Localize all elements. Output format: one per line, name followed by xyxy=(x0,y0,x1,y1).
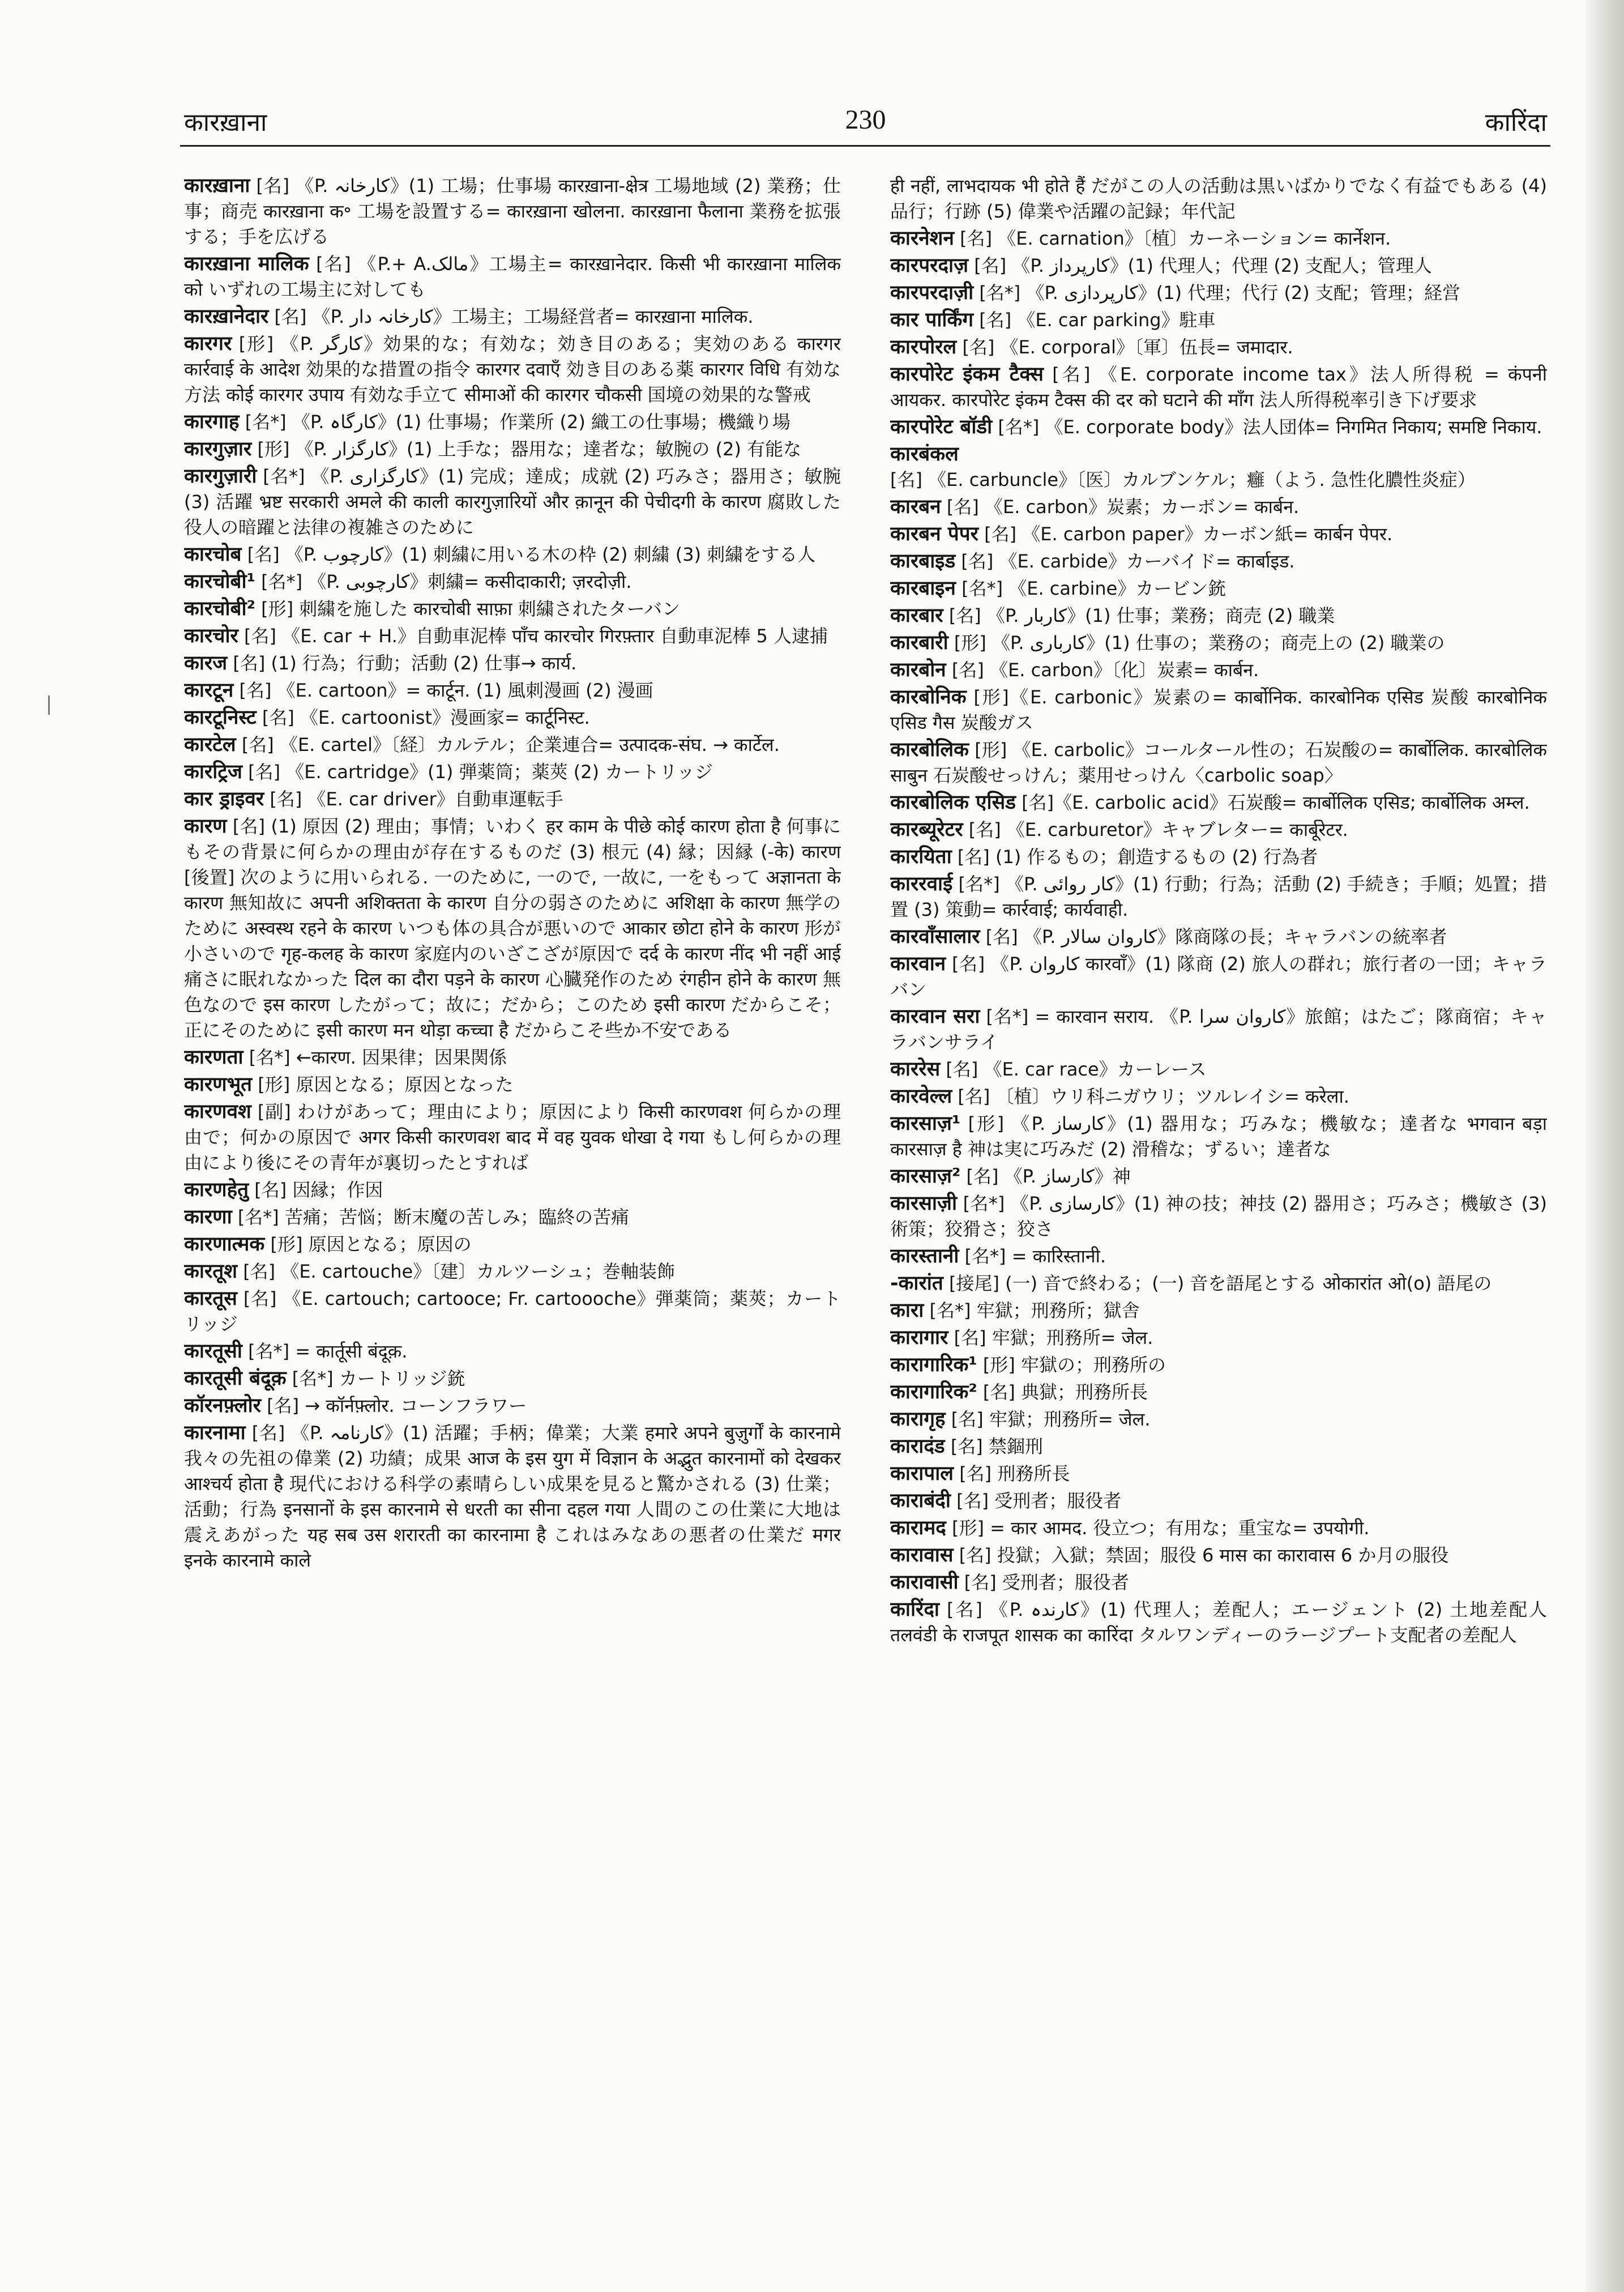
entry-headword: कारख़ानेदार xyxy=(184,305,269,328)
entry-headword: कारणहेतु xyxy=(184,1179,249,1201)
header-left-guide-word: कारख़ाना xyxy=(184,108,267,137)
dictionary-entry xyxy=(184,705,841,731)
entry-definition: [名] 牢獄；刑務所= जेल. xyxy=(945,1409,1151,1430)
entry-headword: कारवाँसालार xyxy=(890,925,980,948)
entry-headword: कारागारिक² xyxy=(890,1381,977,1403)
dictionary-entry xyxy=(890,844,1547,870)
entry-definition: [名*] 《E. carbine》カービン銃 xyxy=(955,578,1226,599)
dictionary-entry xyxy=(184,1420,841,1573)
entry-definition: [名] 《P. کاربار》(1) 仕事；業務；商売 (2) 職業 xyxy=(943,605,1335,626)
entry-definition: [名] 《E. carburetor》キャブレター= कार्बूरेटर. xyxy=(963,819,1348,840)
entry-definition: [名*] 苦痛；苦悩；断末魔の苦しみ；臨終の苦痛 xyxy=(232,1206,629,1228)
entry-headword: काराबंदी xyxy=(890,1489,951,1512)
entry-definition: [名] (1) 行為；行動；活動 (2) 仕事→ कार्य. xyxy=(227,652,577,674)
dictionary-entry xyxy=(184,596,841,622)
entry-headword: कारबारी xyxy=(890,631,948,654)
entry-definition: [名]《E. carbolic acid》石炭酸= कार्बोलिक एसिड; कार्बोलिक अम्ल. xyxy=(1015,792,1530,813)
entry-headword: कारचोबी² xyxy=(184,597,255,620)
header-right-guide-word: कारिंदा xyxy=(1485,108,1547,137)
entry-headword: कारसाज़ी xyxy=(890,1192,958,1215)
entry-headword: कारट्रिज xyxy=(184,761,242,783)
page-header xyxy=(184,100,1547,139)
entry-headword: कारबंकल xyxy=(890,443,959,466)
dictionary-entry xyxy=(184,759,841,785)
entry-headword: कारणता xyxy=(184,1046,243,1069)
entry-headword: कारगुज़ारी xyxy=(184,465,257,488)
entry-headword: कारावास xyxy=(890,1544,954,1567)
dictionary-entry xyxy=(184,1366,841,1392)
entry-headword: कारवान xyxy=(890,953,946,975)
entry-definition: [名] 《E. cartoon》= कार्टून. (1) 風刺漫画 (2) 漫画 xyxy=(233,680,653,701)
entry-headword: कारज xyxy=(184,652,228,675)
entry-headword: कारसाज़² xyxy=(890,1165,961,1188)
entry-definition: [形] 《P. کارگزار》(1) 上手な；器用な；達者な；敏腕の (2) 有能な xyxy=(251,438,802,460)
entry-definition: [名] 因縁；作因 xyxy=(249,1179,383,1201)
dictionary-entry xyxy=(184,1339,841,1364)
entry-definition: [名] 《E. car driver》自動車運転手 xyxy=(264,788,563,810)
dictionary-entry xyxy=(890,253,1547,279)
dictionary-entry xyxy=(890,280,1547,306)
dictionary-entry xyxy=(890,308,1547,333)
entry-definition: [名] 《E. carbide》カーバイド= कार्बाइड. xyxy=(955,550,1295,572)
margin-mark xyxy=(48,695,50,715)
dictionary-entry xyxy=(890,226,1547,251)
dictionary-entry xyxy=(184,1259,841,1284)
entry-headword: कारबन पेपर xyxy=(890,523,978,545)
page-edge-shadow xyxy=(1585,0,1624,2292)
dictionary-entry xyxy=(184,1232,841,1257)
dictionary-entry xyxy=(184,304,841,330)
dictionary-entry xyxy=(890,494,1547,520)
dictionary-entry xyxy=(890,924,1547,950)
dictionary-entry xyxy=(184,814,841,1043)
entry-definition: [名] 典獄；刑務所長 xyxy=(977,1381,1148,1403)
entry-headword: -कारांत xyxy=(890,1272,943,1295)
entry-headword: कारटूनिस्ट xyxy=(184,706,257,729)
entry-headword: कारवान सरा xyxy=(890,1005,980,1028)
dictionary-entry xyxy=(890,790,1547,816)
dictionary-entry xyxy=(890,1325,1547,1351)
dictionary-entry xyxy=(890,685,1547,736)
dictionary-entry xyxy=(890,1271,1547,1296)
entry-definition: [名] 《P.+ A.مالک》工場主= कारख़ानेदार. किसी भी कारख़ाना मालिक को いずれの工場主に対しても xyxy=(184,253,841,300)
dictionary-entry xyxy=(890,173,1547,224)
entry-definition: [名*] 《P. کارگزاری》(1) 完成；達成；成就 (2) 巧みさ；器用さ；敏腕 (3) 活躍 भ्रष्ट सरकारी अमले की काली कारगुज़ारियों और क़ानून की पेचीदगी के कारण 腐敗した役人の暗躍と法律の複雑さのために xyxy=(184,466,841,538)
entry-definition: [名*] 《E. corporate body》法人団体= निगमित निकाय; समष्टि निकाय. xyxy=(992,416,1542,438)
dictionary-entry xyxy=(890,1488,1547,1514)
dictionary-entry xyxy=(890,415,1547,440)
entry-definition: [名] 《P. کارخانہ دار》工場主；工場経営者= कारख़ाना मालिक. xyxy=(268,306,754,327)
dictionary-entry xyxy=(184,1393,841,1419)
entry-headword: कारचोबी¹ xyxy=(184,570,255,593)
entry-headword: कारबोनिक xyxy=(890,686,967,708)
entry-definition: [名] 《E. carnation》〔植〕カーネーション= कार्नेशन. xyxy=(954,228,1391,249)
dictionary-entry xyxy=(184,542,841,567)
dictionary-entry xyxy=(890,1461,1547,1487)
entry-definition: [名] 《P. کارچوب》(1) 刺繍に用いる木の枠 (2) 刺繍 (3) 刺繍をする人 xyxy=(241,544,816,565)
entry-headword: कारख़ाना xyxy=(184,174,250,197)
entry-headword: कारटून xyxy=(184,679,234,702)
entry-definition: [名] 《P. کاروان سالار》隊商隊の長；キャラバンの統率者 xyxy=(980,926,1447,947)
entry-headword: काररवाई xyxy=(890,873,953,895)
dictionary-entry xyxy=(890,1380,1547,1405)
dictionary-entry xyxy=(184,437,841,462)
entry-definition: [名] 《E. corporate income tax》法人所得税 = कंपनी आयकर. कारपोरेट इंकम टैक्स की दर को घटाने की माँग 法人所得税率引き下げ要求 xyxy=(890,364,1547,411)
entry-definition: [名] 《P. کارپرداز》(1) 代理人；代理 (2) 支配人；管理人 xyxy=(968,255,1432,276)
entry-headword: कारगुज़ार xyxy=(184,438,252,460)
entry-headword: कारबोलिक एसिड xyxy=(890,791,1016,814)
entry-definition: [名] (1) 作るもの；創造するもの (2) 行為者 xyxy=(951,846,1318,868)
entry-headword: कारबन xyxy=(890,496,941,518)
entry-definition: [名] 《E. car parking》駐車 xyxy=(973,309,1216,331)
entry-headword: कारापाल xyxy=(890,1462,954,1485)
entry-definition: [名] 《E. cartridge》(1) 弾薬筒；薬莢 (2) カートリッジ xyxy=(242,761,713,783)
entry-definition: [名*] ←कारण. 因果律；因果関係 xyxy=(243,1047,507,1068)
dictionary-entry xyxy=(890,1004,1547,1055)
entry-definition: [名] 《P. کاروان कारवाँ》(1) 隊商 (2) 旅人の群れ；旅行者の一団；キャラバン xyxy=(890,953,1547,1000)
dictionary-entry xyxy=(890,737,1547,788)
entry-headword: कारटेल xyxy=(184,733,236,756)
dictionary-entry xyxy=(184,569,841,595)
dictionary-entry xyxy=(890,335,1547,360)
header-rule xyxy=(180,145,1550,147)
entry-headword: कारागृह xyxy=(890,1408,946,1431)
dictionary-entry xyxy=(184,1286,841,1337)
dictionary-entry xyxy=(890,872,1547,923)
dictionary-entry xyxy=(184,331,841,408)
left-column xyxy=(184,173,841,2263)
dictionary-entry xyxy=(890,576,1547,601)
entry-definition: [名] 牢獄；刑務所= जेल. xyxy=(948,1327,1153,1348)
dictionary-entry xyxy=(890,1407,1547,1432)
dictionary-entry xyxy=(890,362,1547,413)
dictionary-entry xyxy=(184,464,841,540)
entry-headword: कारनामा xyxy=(184,1422,246,1444)
entry-definition: [形] = कार आमद. 役立つ；有用な；重宝な= उपयोगी. xyxy=(946,1517,1370,1539)
entry-headword: कारतूश xyxy=(184,1260,238,1283)
dictionary-entry xyxy=(890,603,1547,629)
entry-definition: [名] 投獄；入獄；禁固；服役 6 मास का कारावास 6 か月の服役 xyxy=(953,1544,1449,1566)
entry-headword: कारब्यूरेटर xyxy=(890,818,963,841)
entry-headword: कारख़ाना मालिक xyxy=(184,253,309,275)
entry-definition: [名] 《E. carbon》〔化〕炭素= कार्बन. xyxy=(946,659,1259,681)
dictionary-entry xyxy=(184,787,841,812)
dictionary-entry xyxy=(184,1177,841,1203)
entry-definition: [形] 《P. کارگر》効果的な；有効な；効き目のある；実効のある कारगर कार्रवाई के आदेश 効果的な措置の指令 कारगर दवाएँ 効き目のある薬 कारगर विधि 有効な方法 कोई कारगर उपाय 有効な手立て सीमाओं की कारगर चौकसी 国境の効果的な警戒 xyxy=(184,333,841,406)
entry-headword: कारण xyxy=(184,815,227,838)
dictionary-entry xyxy=(184,251,841,302)
entry-headword: कारयिता xyxy=(890,846,952,868)
entry-definition: [名] 《E. car race》カーレース xyxy=(940,1058,1207,1080)
dictionary-entry xyxy=(890,1084,1547,1109)
entry-headword: कारवेल्ल xyxy=(890,1085,952,1108)
dictionary-entry xyxy=(184,1045,841,1070)
entry-headword: कारबार xyxy=(890,604,943,627)
dictionary-entry xyxy=(184,1205,841,1230)
entry-headword: कारावासी xyxy=(890,1571,959,1594)
entry-definition: [名*] 《P. کار روائی》(1) 行動；行為；活動 (2) 手続き；手順；処置；措置 (3) 策動= कार्रवाई; कार्यवाही. xyxy=(890,873,1547,920)
entry-headword: कारगर xyxy=(184,332,232,355)
entry-headword: कारगाह xyxy=(184,411,240,433)
entry-definition: [名*] カートリッジ銃 xyxy=(286,1368,465,1389)
dictionary-entry xyxy=(890,1434,1547,1459)
entry-definition: [名*] 牢獄；刑務所；獄舎 xyxy=(924,1300,1140,1321)
dictionary-entry xyxy=(890,1111,1547,1162)
dictionary-entry xyxy=(890,1543,1547,1568)
dictionary-entry xyxy=(890,951,1547,1002)
entry-definition: [形] 《P. کارساز》(1) 器用な；巧みな；機敏な；達者な भगवान बड़ा कारसाज़ है 神は実に巧みだ (2) 滑稽な；ずるい；達者な xyxy=(890,1113,1547,1160)
entry-definition: [形] 《E. carbolic》コールタール性の；石炭酸の= कार्बोलिक. कारबोलिक साबुन 石炭酸せっけん；薬用せっけん〈carbolic soap〉 xyxy=(890,739,1547,786)
entry-headword: कारसाज़¹ xyxy=(890,1112,961,1135)
entry-headword: कारबोलिक xyxy=(890,739,969,761)
entry-definition: [形] 刺繍を施した कारचोबी साफ़ा 刺繍されたターバン xyxy=(255,598,681,620)
entry-headword: कारादंड xyxy=(890,1435,945,1458)
entry-headword: कारबोन xyxy=(890,659,946,681)
entry-definition: [名*] 《P. کارپردازی》(1) 代理；代行 (2) 支配；管理；経営 xyxy=(973,282,1460,304)
dictionary-entry xyxy=(890,1570,1547,1595)
entry-definition: [副] わけがあって；理由により；原因により किसी कारणवश 何らかの理由で；何かの原因で अगर किसी कारणवश बाद में वह युवक धोखा दे गया もし何らかの理由により後にその青年が裏切ったとすれば xyxy=(184,1101,841,1173)
entry-definition: [接尾] (一) 音で終わる；(一) 音を語尾とする ओकारांत ओ(o) 語尾の xyxy=(943,1273,1492,1294)
entry-headword: कारबाइन xyxy=(890,577,956,600)
entry-headword: कारपोरल xyxy=(890,336,957,358)
entry-headword: कारागार xyxy=(890,1326,948,1349)
dictionary-entry xyxy=(184,624,841,649)
right-column xyxy=(890,173,1547,2144)
entry-headword: कारागारिक¹ xyxy=(890,1354,977,1376)
dictionary-entry xyxy=(890,1516,1547,1541)
entry-headword: कार ड्राइवर xyxy=(184,788,264,810)
entry-headword: कारामद xyxy=(890,1517,946,1539)
entry-headword: कारणा xyxy=(184,1206,232,1228)
entry-definition: [名] 《E. carbon paper》カーボン紙= कार्बन पेपर. xyxy=(978,523,1393,545)
entry-headword: कारबाइड xyxy=(890,550,956,573)
dictionary-entry xyxy=(890,817,1547,843)
entry-definition: [名] 《P. کارندہ》(1) 代理人；差配人；エージェント (2) 土地差配人 तलवंडी के राजपूत शासक का कारिंदा タルワンディーのラージプート支配者の差配人 xyxy=(890,1599,1547,1646)
dictionary-entry xyxy=(890,1597,1547,1648)
entry-definition: [名] 《E. cartoonist》漫画家= कार्टूनिस्ट. xyxy=(256,707,590,728)
entry-definition: [形] 原因となる；原因の xyxy=(264,1234,472,1255)
dictionary-entry xyxy=(890,522,1547,547)
entry-definition: [名] 《E. cartel》〔経〕カルテル；企業連合= उत्पादक-संघ. → कार्टेल. xyxy=(236,734,780,756)
entry-headword: कारपोरेट बॉडी xyxy=(890,416,993,438)
entry-headword: कारपोरेट इंकम टैक्स xyxy=(890,363,1044,386)
entry-definition: [名*] = कारवान सराय. 《P. کاروان سرا》旅館；はたご；隊商宿；キャラバンサライ xyxy=(890,1006,1547,1053)
entry-definition: [名*] = कारिस्तानी. xyxy=(959,1245,1106,1267)
entry-definition: [形] 《P. کارباری》(1) 仕事の；業務の；商売上の (2) 職業の xyxy=(948,632,1445,654)
entry-definition: ही नहीं, लाभदायक भी होते हैं だがこの人の活動は黒いばかりでなく有益でもある (4) 品行；行跡 (5) 偉業や活躍の記録；年代記 xyxy=(890,175,1547,222)
entry-definition: [名] 《P. کارساز》神 xyxy=(960,1166,1131,1187)
dictionary-entry xyxy=(184,651,841,676)
entry-headword: कारा xyxy=(890,1299,924,1322)
entry-headword: कारणवश xyxy=(184,1100,251,1123)
entry-definition: [名*] 《P. کارچوبی》刺繍= कसीदाकारी; ज़रदोज़ी. xyxy=(255,571,632,592)
dictionary-entry xyxy=(184,732,841,758)
entry-definition: [形] 原因となる；原因となった xyxy=(252,1074,514,1095)
dictionary-entry xyxy=(890,1298,1547,1324)
dictionary-entry xyxy=(890,1057,1547,1082)
entry-headword: कारिंदा xyxy=(890,1598,939,1621)
entry-headword: कारतूस xyxy=(184,1287,237,1310)
entry-definition: [名] → कॉर्नफ़्लोर. コーンフラワー xyxy=(260,1395,527,1416)
entry-headword: कारणात्मक xyxy=(184,1233,265,1256)
entry-definition: [形] 牢獄の；刑務所の xyxy=(977,1354,1166,1376)
entry-headword: कारतूसी बंदूक़ xyxy=(184,1367,287,1390)
entry-headword: कारतूसी xyxy=(184,1340,242,1363)
entry-definition: [名] 〔植〕ウリ科ニガウリ；ツルレイシ= करेला. xyxy=(952,1086,1349,1107)
entry-definition: [名*] 《P. کارسازی》(1) 神の技；神技 (2) 器用さ；巧みさ；機敏さ (3) 術策；狡猾さ；狡さ xyxy=(890,1193,1547,1240)
entry-headword: कारनेशन xyxy=(890,227,954,250)
dictionary-entry xyxy=(890,658,1547,683)
dictionary-entry xyxy=(890,549,1547,574)
dictionary-entry xyxy=(184,678,841,703)
entry-definition: [名] 《E. corporal》〔軍〕伍長= जमादार. xyxy=(956,336,1293,358)
page-number: 230 xyxy=(845,105,886,135)
dictionary-entry xyxy=(890,1191,1547,1242)
dictionary-entry xyxy=(890,630,1547,656)
entry-headword: कार पार्किंग xyxy=(890,309,974,331)
entry-definition: [名] 禁錮刑 xyxy=(945,1436,1043,1457)
entry-definition: [名] 《E. carbuncle》〔医〕カルブンケル；癰（よう. 急性化膿性炎症） xyxy=(890,469,1476,490)
entry-headword: कारपरदाज़ xyxy=(890,254,969,277)
dictionary-entry xyxy=(890,1352,1547,1378)
entry-definition: [名] 《E. car + H.》自動車泥棒 पाँच कारचोर गिरफ़्तार 自動車泥棒 5 人逮捕 xyxy=(238,625,828,647)
entry-headword: कॉरनफ़्लोर xyxy=(184,1394,261,1417)
entry-headword: काररेस xyxy=(890,1058,941,1081)
dictionary-entry xyxy=(184,1099,841,1176)
dictionary-entry xyxy=(184,409,841,435)
entry-definition: [名] 受刑者；服役者 xyxy=(950,1490,1122,1512)
entry-definition: [名] 《E. carbon》炭素；カーボン= कार्बन. xyxy=(941,496,1300,518)
entry-definition: [名*] = कार्तूसी बंदूक़. xyxy=(242,1341,408,1362)
entry-headword: कारचोर xyxy=(184,625,238,647)
entry-headword: कारचोब xyxy=(184,543,242,566)
entry-definition: [名] 《E. cartouche》〔建〕カルツーシュ；巻軸装飾 xyxy=(237,1261,675,1282)
dictionary-entry xyxy=(890,1164,1547,1189)
dictionary-entry xyxy=(890,1244,1547,1269)
entry-definition: [名] 《P. کارخانہ》(1) 工場；仕事場 कारख़ाना-क्षेत्र 工場地域 (2) 業務；仕事；商売 कारख़ाना क॰ 工場を設置する= कारख़ाना खोलना. कारख़ाना फैलाना 業務を拡張する；手を広げる xyxy=(184,175,841,247)
dictionary-entry xyxy=(184,173,841,250)
entry-definition: [名] 刑務所長 xyxy=(954,1463,1070,1484)
entry-definition: [名] 《P. کارنامہ》(1) 活躍；手柄；偉業；大業 हमारे अपने बुज़ुर्गों के कारनामे 我々の先祖の偉業 (2) 功績；成果 आज के इस युग में विज्ञान के अद्भुत कारनामों को देखकर आश्चर्य होता है 現代における科学の素晴らしい成果を見ると驚かされる (3) 仕業；活動；行為 इनसानों के इस कारनामे से धरती का सीना दहल गया 人間のこの仕業に大地は震えあがった यह सब उस शरारती का कारनामा है これはみなあの悪者の仕業だ मगर इनके कारनामे काले xyxy=(184,1422,841,1571)
entry-headword: कारस्तानी xyxy=(890,1245,959,1267)
entry-headword: कारणभूत xyxy=(184,1073,253,1096)
entry-definition: [名] (1) 原因 (2) 理由；事情；いわく हर काम के पीछे कोई कारण होता है 何事にもその背景に何らかの理由が存在するものだ (3) 根元 (4) 縁；因縁 (-के) कारण [後置] 次のように用いられる. 一のために, 一ので, 一故に, 一をもって अज्ञानता के कारण 無知故に अपनी अशिक्तता के कारण 自分の弱さのために अशिक्षा के कारण 無学のために अस्वस्थ रहने के कारण いつも体の具合が悪いので आकार छोटा होने के कारण 形が小さいので गृह-कलह के कारण 家庭内のいざこざが原因で दर्द के कारण नींद भी नहीं आई 痛さに眠れなかった दिल का दौरा पड़ने के कारण 心臓発作のため रंगहीन होने के कारण 無色なので इस कारण したがって；故に；だから；このため इसी कारण だからこそ；正にそのために इसी कारण मन थोड़ा कच्चा है だからこそ些か不安である xyxy=(184,816,841,1041)
entry-headword: कारपरदाज़ी xyxy=(890,281,974,304)
dictionary-entry xyxy=(184,1072,841,1098)
entry-definition: [名*] 《P. کارگاہ》(1) 仕事場；作業所 (2) 織工の仕事場；機織り場 xyxy=(239,411,790,433)
entry-definition: [名] 受刑者；服役者 xyxy=(958,1572,1129,1593)
entry-definition: [名] 《E. cartouch; cartooce; Fr. cartoooche》弾薬筒；薬莢；カートリッジ xyxy=(184,1288,841,1335)
dictionary-entry xyxy=(890,442,1547,493)
entry-definition: [形]《E. carbonic》炭素の= कार्बोनिक. कारबोनिक एसिड 炭酸 कारबोनिक एसिड गैस 炭酸ガス xyxy=(890,686,1547,733)
